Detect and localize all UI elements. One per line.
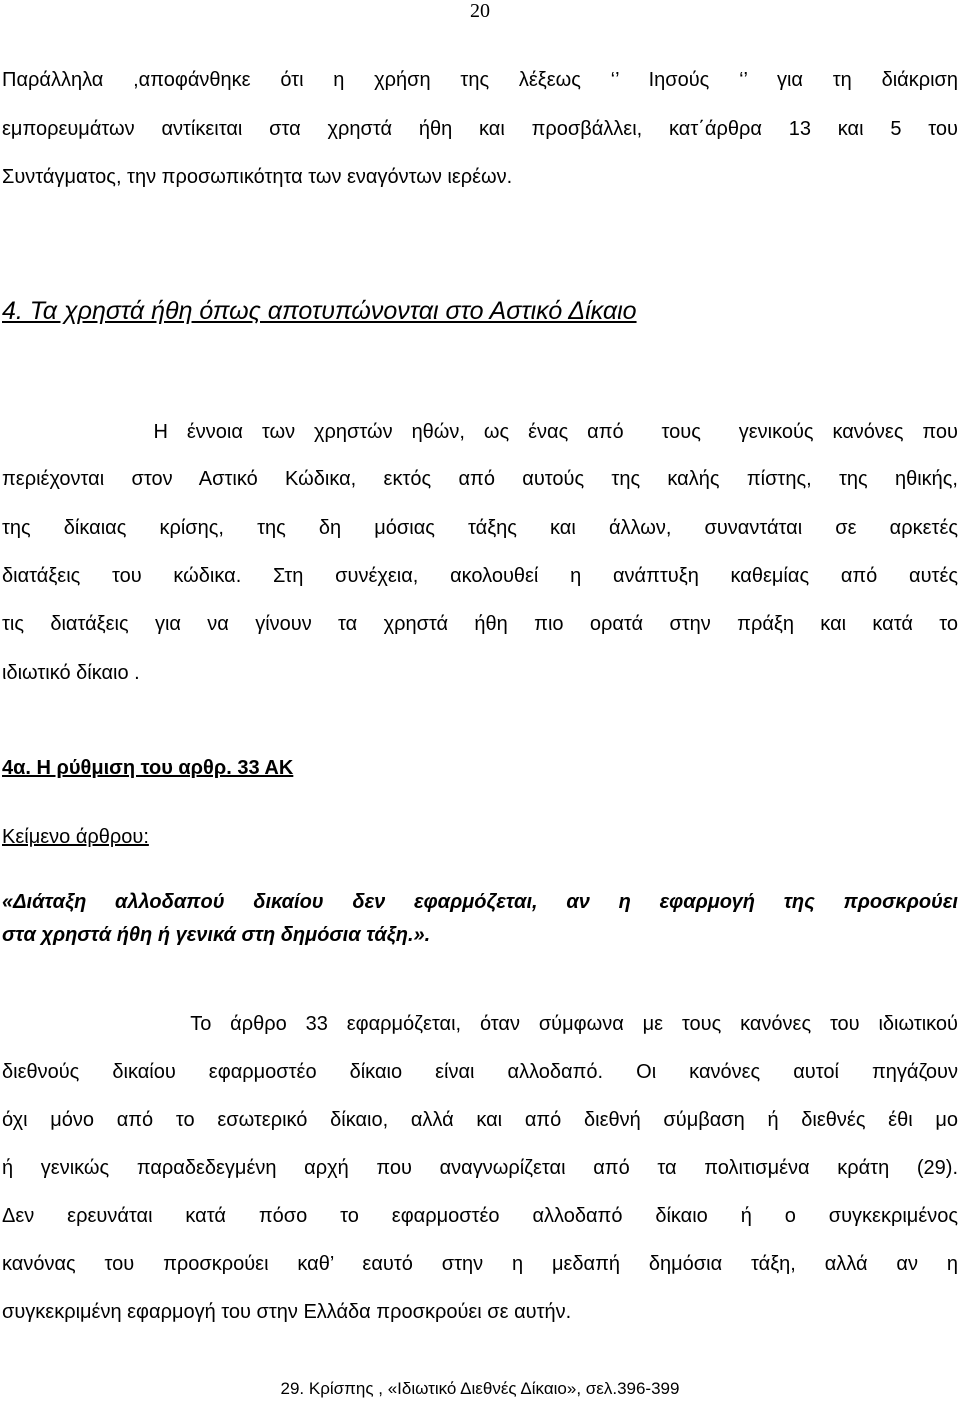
text-line: Η έννοια των χρηστών ηθών, ως ένας από τους γενικούς κανόνες που [2,421,958,443]
text-line: κανόνας του προσκρούει καθ’ εαυτό στην η μεδαπή δημόσια τάξη, αλλά αν η [2,1253,958,1275]
subsection-heading: 4α. Η ρύθμιση του αρθρ. 33 ΑΚ [2,757,294,779]
text-line: της δίκαιας κρίσης, της δη μόσιας τάξης και άλλων, συναντάται σε αρκετές [2,517,958,539]
section-heading: 4. Τα χρηστά ήθη όπως αποτυπώνονται στο Αστικό Δίκαιο [2,297,637,325]
text-line: ιδιωτικό δίκαιο . [2,662,140,684]
text-line: όχι μόνο από το εσωτερικό δίκαιο, αλλά και από διεθνή σύμβαση ή διεθνές έθι μο [2,1109,958,1131]
text-line: ή γενικώς παραδεδεγμένη αρχή που αναγνωρίζεται από τα πολιτισμένα κράτη (29). [2,1157,958,1179]
quote-line: στα χρηστά ήθη ή γενικά στη δημόσια τάξη.». [2,924,431,946]
text-line: τις διατάξεις για να γίνουν τα χρηστά ήθη πιο ορατά στην πράξη και κατά το [2,613,958,635]
article-text-label: Κείμενο άρθρου: [2,826,149,848]
page-number: 20 [470,0,490,22]
quote-line: «Διάταξη αλλοδαπού δικαίου δεν εφαρμόζεται, αν η εφαρμογή της προσκρούει [2,891,958,913]
text-line: Δεν ερευνάται κατά πόσο το εφαρμοστέο αλλοδαπό δίκαιο ή ο συγκεκριμένος [2,1205,958,1227]
text-line: συγκεκριμένη εφαρμογή του στην Ελλάδα προσκρούει σε αυτήν. [2,1301,572,1323]
text-line: διεθνούς δικαίου εφαρμοστέο δίκαιο είναι αλλοδαπό. Οι κανόνες αυτοί πηγάζουν [2,1061,958,1083]
footnote: 29. Κρίσπης , «Ιδιωτικό Διεθνές Δίκαιο», σελ.396-399 [280,1379,680,1398]
text-line: Το άρθρο 33 εφαρμόζεται, όταν σύμφωνα με τους κανόνες του ιδιωτικού [2,1013,958,1035]
text-line: Παράλληλα ,αποφάνθηκε ότι η χρήση της λέξεως ‘’ Ιησούς ‘’ για τη διάκριση [2,69,958,91]
text-line: Συντάγματος, την προσωπικότητα των εναγόντων ιερέων. [2,166,513,188]
text-line: περιέχονται στον Αστικό Κώδικα, εκτός από αυτούς της καλής πίστης, της ηθικής, [2,468,958,490]
text-line: εμπορευμάτων αντίκειται στα χρηστά ήθη και προσβάλλει, κατ΄άρθρα 13 και 5 του [2,118,958,140]
text-line: διατάξεις του κώδικα. Στη συνέχεια, ακολουθεί η ανάπτυξη καθεμίας από αυτές [2,565,958,587]
